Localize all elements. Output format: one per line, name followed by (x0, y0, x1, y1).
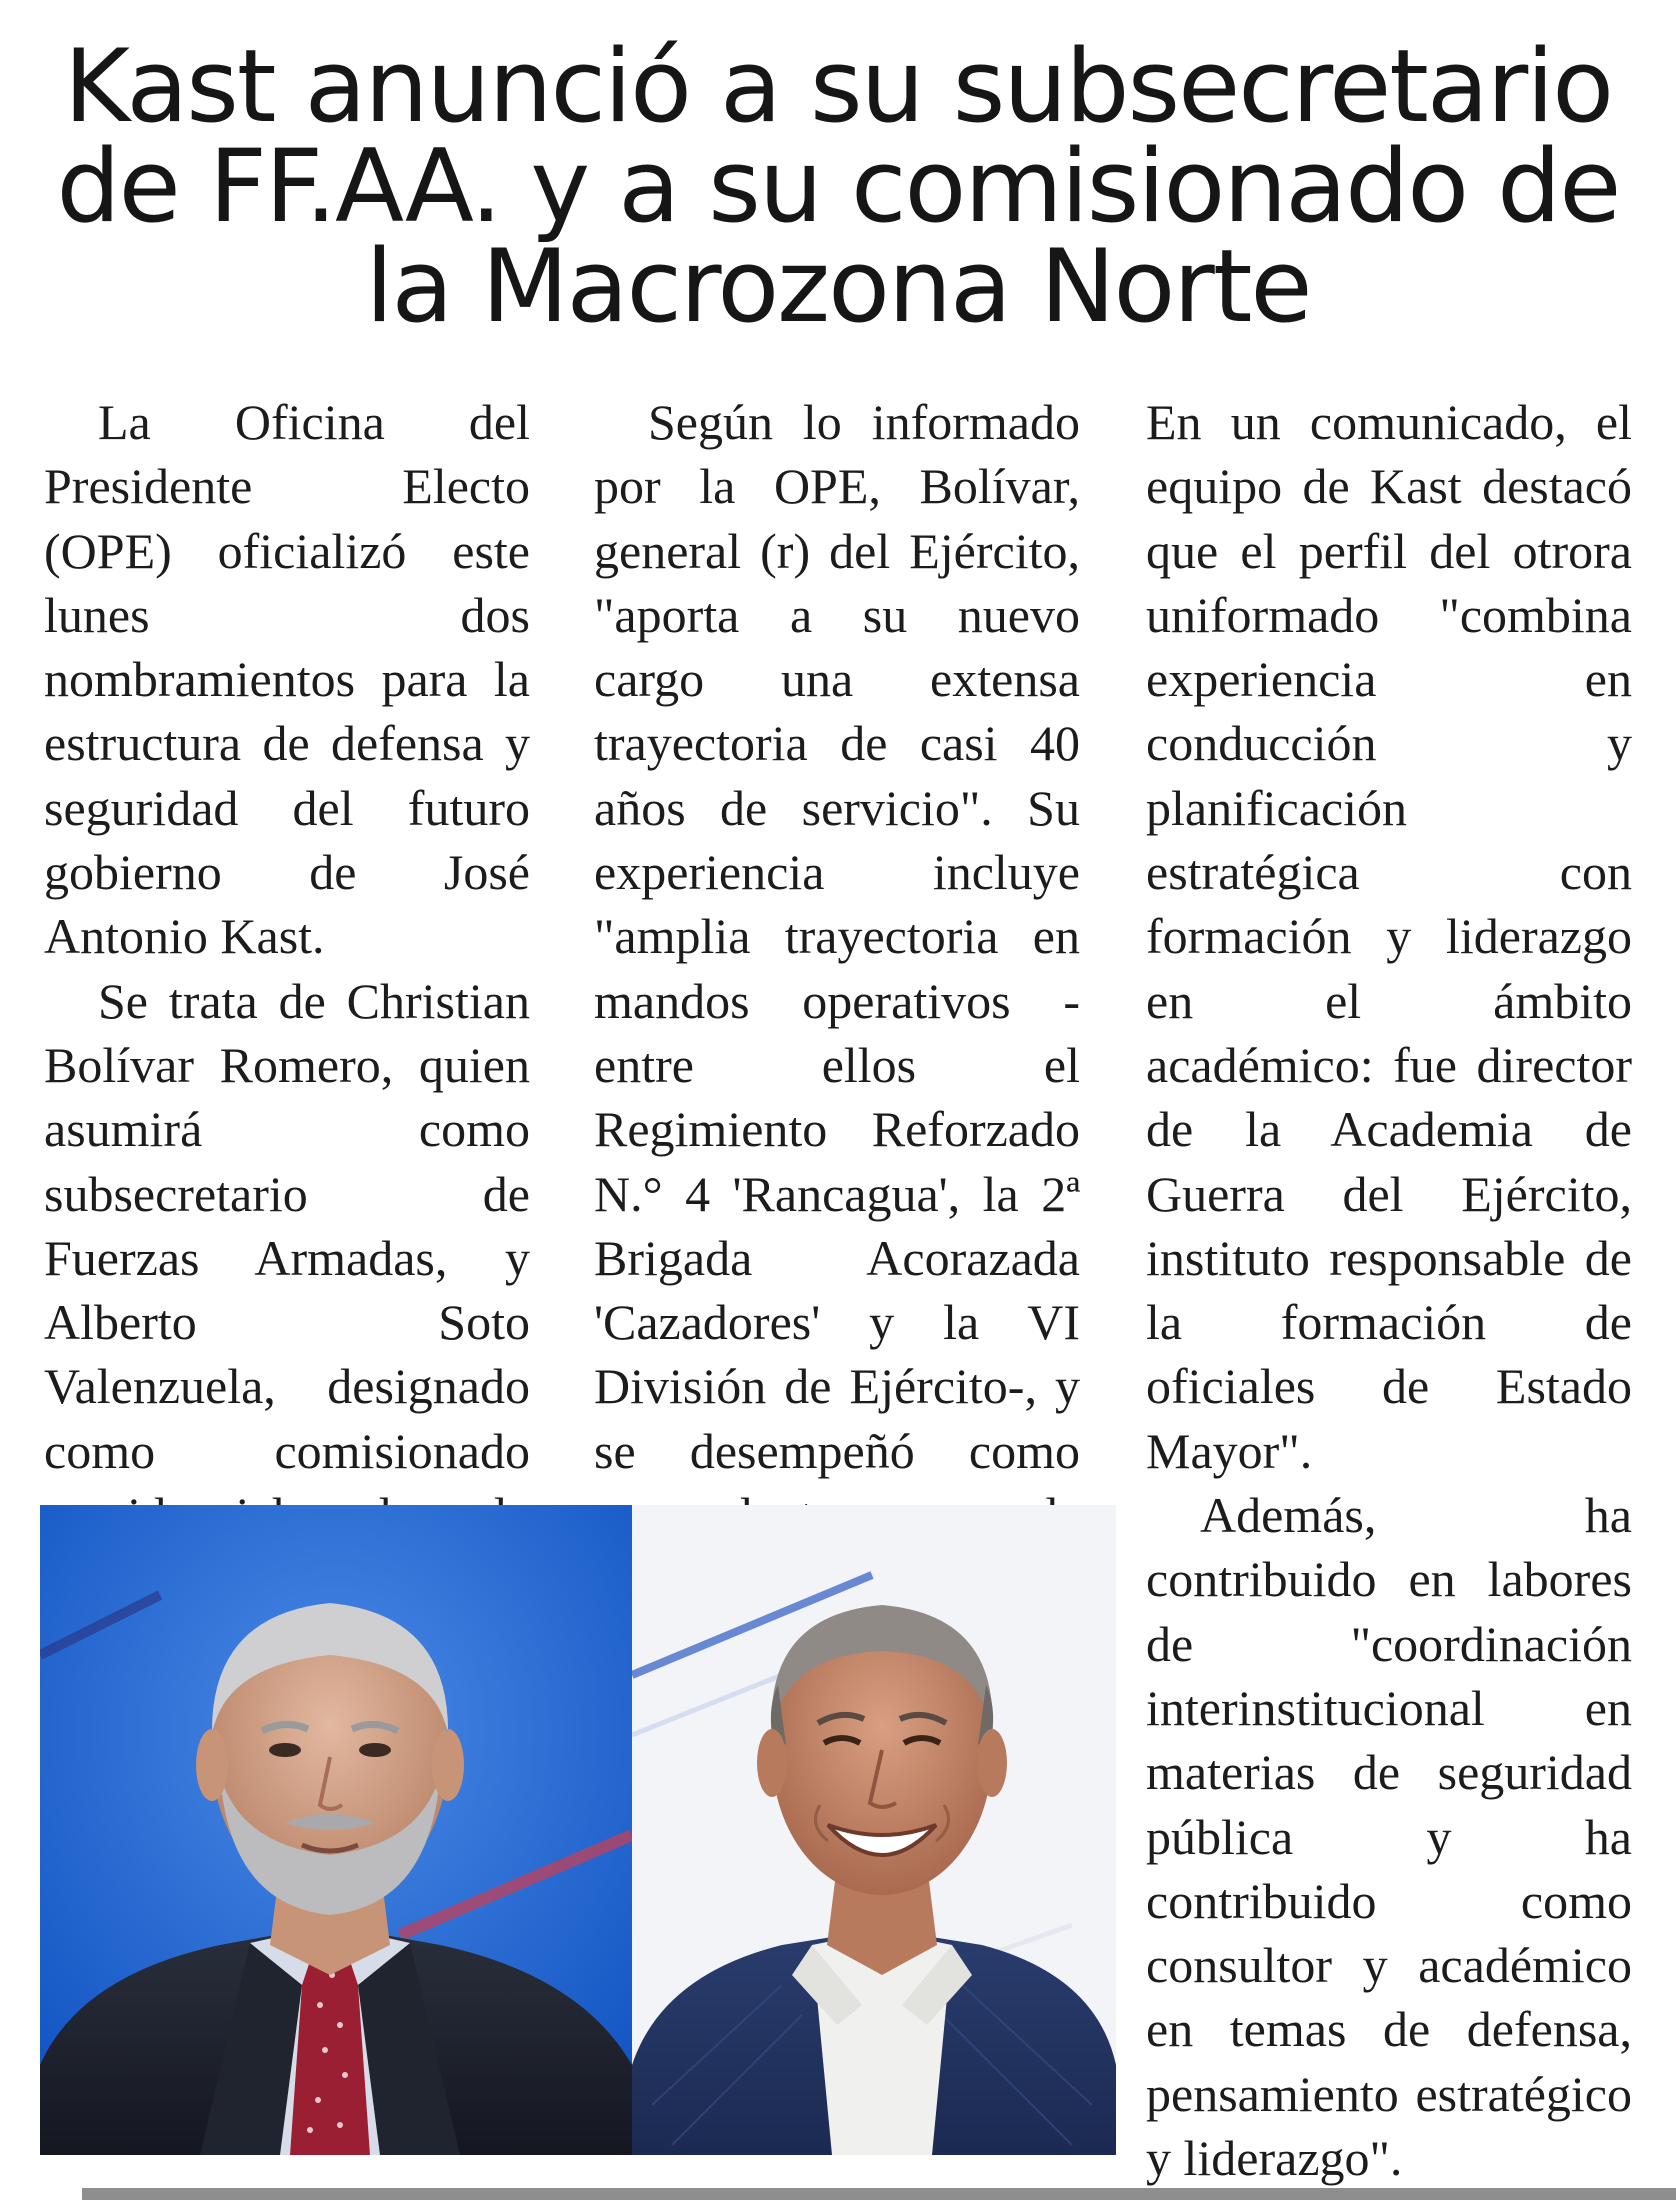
column-3-paragraph-1: En un comunicado, el equipo de Kast destacó que el perfil del otrora uniformado "combina experiencia en conducción y planificación estratégica con formación y liderazgo en el ámbito académico: fue director de la Academia de Guerra del Ejército, instituto responsable de la formación de oficiales de Estado Mayor". (1146, 394, 1632, 1479)
article-headline: Kast anunció a su subsecretario de FF.AA. y a su comisionado de la Macrozona Norte (56, 27, 1620, 345)
article-column-1 (44, 390, 530, 1612)
column-1-paragraph-1: La Oficina del Presidente Electo (OPE) oficializó este lunes dos nombramientos para la estructura de defensa y seguridad del futuro gobierno de José Antonio Kast. (44, 394, 530, 965)
column-3-paragraph-2: Además, ha contribuido en labores de "coordinación interinstitucional en materias de seguridad pública y ha contribuido como consultor y académico en temas de defensa, pensamiento estratégico y liderazgo". (1146, 1487, 1632, 2187)
portrait-photo-left (40, 1505, 632, 2155)
column-2-paragraph-1: Según lo informado por la OPE, Bolívar, general (r) del Ejército, "aporta a su nuevo cargo una extensa trayectoria de casi 40 años de servicio". Su experiencia incluye "amplia trayectoria en mandos operativos -entre ellos el Regimiento Reforzado N.° 4 'Rancagua', la 2ª Brigada Acorazada 'Cazadores' y la VI División de Ejército-, y se desempeñó como (594, 394, 1080, 1479)
portrait-photo-right (632, 1505, 1116, 2155)
portrait-right-illustration (632, 1505, 1116, 2155)
bottom-rule-divider (82, 2188, 1676, 2200)
article-column-2 (594, 390, 1080, 1676)
portrait-left-illustration (40, 1505, 632, 2155)
column-1-paragraph-2: Se trata de Christian Bolívar Romero, quien asumirá como subsecretario de Fuerzas Armadas, y Alberto Soto Valenzuela, designado como comisionado (44, 972, 530, 1479)
article-column-3 (1146, 390, 1632, 2190)
